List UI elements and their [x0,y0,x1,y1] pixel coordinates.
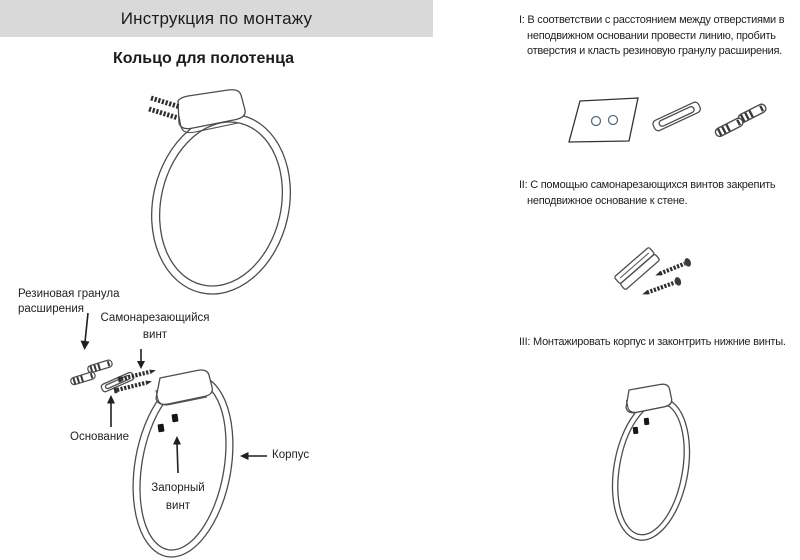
arrow-up-base-icon [107,395,115,427]
label-locking-screw: Запорный винт [151,482,205,513]
step-3-text: III: Монтажировать корпус и законтрить нижние винты. [519,336,786,348]
label-rubber-granule: Резиновая гранула расширения [18,288,120,316]
step1-illustration [569,98,767,142]
main-ring-drawing [134,90,307,308]
base-part-art [652,101,702,132]
anchors-art [70,359,113,385]
arrow-down-granule-icon [81,313,90,350]
exploded-view-drawing [70,359,246,560]
arrow-left-body-icon [240,452,267,460]
mounting-screws-art [149,98,180,118]
base-bracket-art [614,247,660,290]
step3-illustration [602,384,700,546]
locking-screws-art [633,418,650,434]
label-base: Основание [70,431,129,443]
product-subtitle: Кольцо для полотенца [113,50,294,67]
screws-art [113,368,156,394]
step-2-text: II: С помощью самонарезающихся винтов закрепить неподвижное основание к стене. [519,179,776,207]
arrow-down-screw-icon [137,349,145,369]
page-title: Инструкция по монтажу [120,8,313,28]
label-self-tapping-screw: Самонарезающийся винт [100,312,210,342]
label-body: Корпус [272,449,310,461]
arrow-up-locking-icon [173,436,181,473]
step-1-text: I: В соответствии с расстоянием между отверстиями в неподвижном основании провести линию, пробить отверстия и класть резиновую гранулу расширения. [519,14,785,57]
screws-art [641,257,692,298]
step2-illustration [614,247,692,298]
locking-screws-art [157,414,178,433]
anchors-art [714,103,767,138]
